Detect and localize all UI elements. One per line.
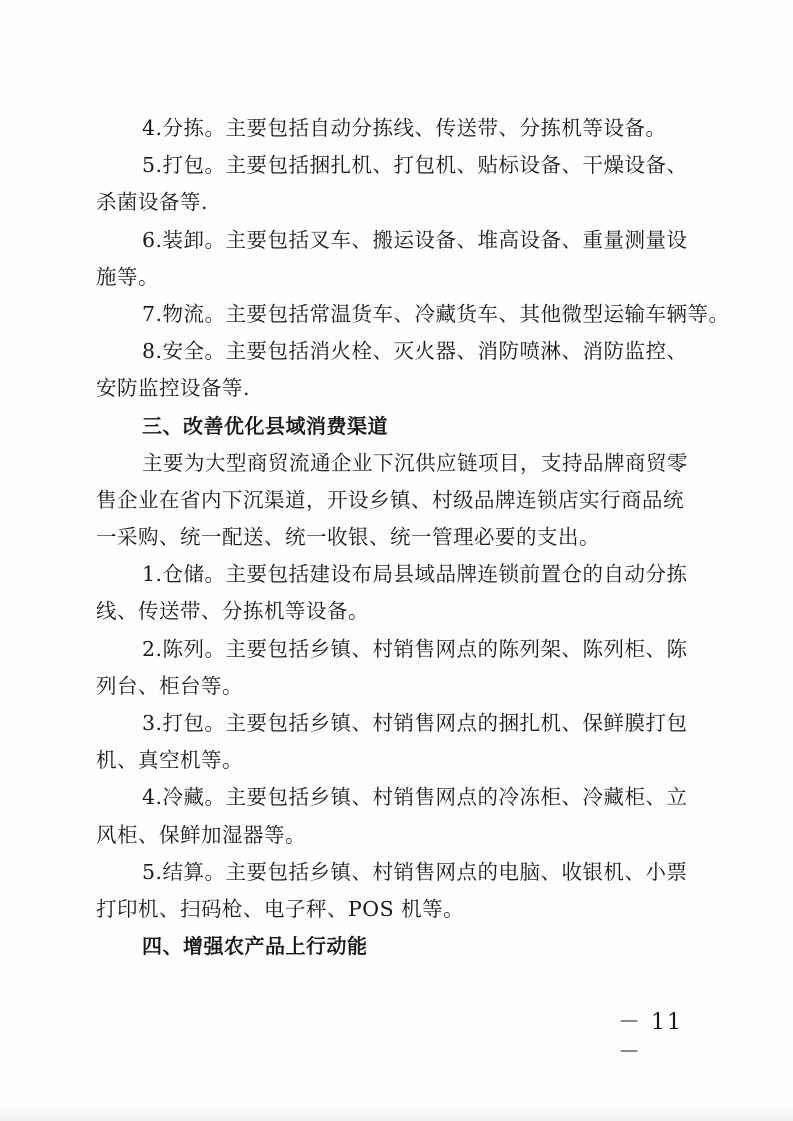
paragraph-line: 风柜、保鲜加湿器等。 [96,822,306,847]
paragraph-line: 2.陈列。主要包括乡镇、村销售网点的陈列架、陈列柜、陈 [142,636,688,661]
scan-edge [0,1107,793,1121]
paragraph-line: 4.分拣。主要包括自动分拣线、传送带、分拣机等设备。 [142,116,667,140]
paragraph-line: 机、真空机等。 [96,748,243,773]
paragraph-line: 6.装卸。主要包括叉车、搬运设备、堆高设备、重量测量设 [142,227,688,252]
paragraph-line: 5.结算。主要包括乡镇、村销售网点的电脑、收银机、小票 [142,859,688,884]
paragraph-line: 1.仓储。主要包括建设布局县域品牌连锁前置仓的自动分拣 [142,562,688,587]
paragraph-line: 杀菌设备等. [96,190,209,215]
body-text [96,110,730,965]
paragraph-line: 线、传送带、分拣机等设备。 [96,599,369,624]
paragraph-line: 一采购、统一配送、统一收银、统一管理必要的支出。 [96,525,600,550]
paragraph-line: 4.冷藏。主要包括乡镇、村销售网点的冷冻柜、冷藏柜、立 [142,785,688,810]
paragraph-line: 施等。 [96,264,159,289]
section-heading: 四、增强农产品上行动能 [142,934,368,959]
paragraph-line: 安防监控设备等. [96,376,251,401]
paragraph-line: 3.打包。主要包括乡镇、村销售网点的捆扎机、保鲜膜打包 [142,711,688,735]
page-number: － 11 － [618,1010,683,1065]
paragraph-line: 打印机、扫码枪、电子秤、POS 机等。 [96,896,465,921]
paragraph-line: 5.打包。主要包括捆扎机、打包机、贴标设备、干燥设备、 [142,153,688,178]
paragraph-line: 主要为大型商贸流通企业下沉供应链项目，支持品牌商贸零 [142,450,688,475]
section-heading: 三、改善优化县域消费渠道 [142,413,388,438]
paragraph-line: 售企业在省内下沉渠道，开设乡镇、村级品牌连锁店实行商品统 [96,487,684,512]
paragraph-line: 8.安全。主要包括消火栓、灭火器、消防喷淋、消防监控、 [142,339,688,364]
paragraph-line: 7.物流。主要包括常温货车、冷藏货车、其他微型运输车辆等。 [142,301,730,326]
paragraph-line: 列台、柜台等。 [96,673,243,698]
